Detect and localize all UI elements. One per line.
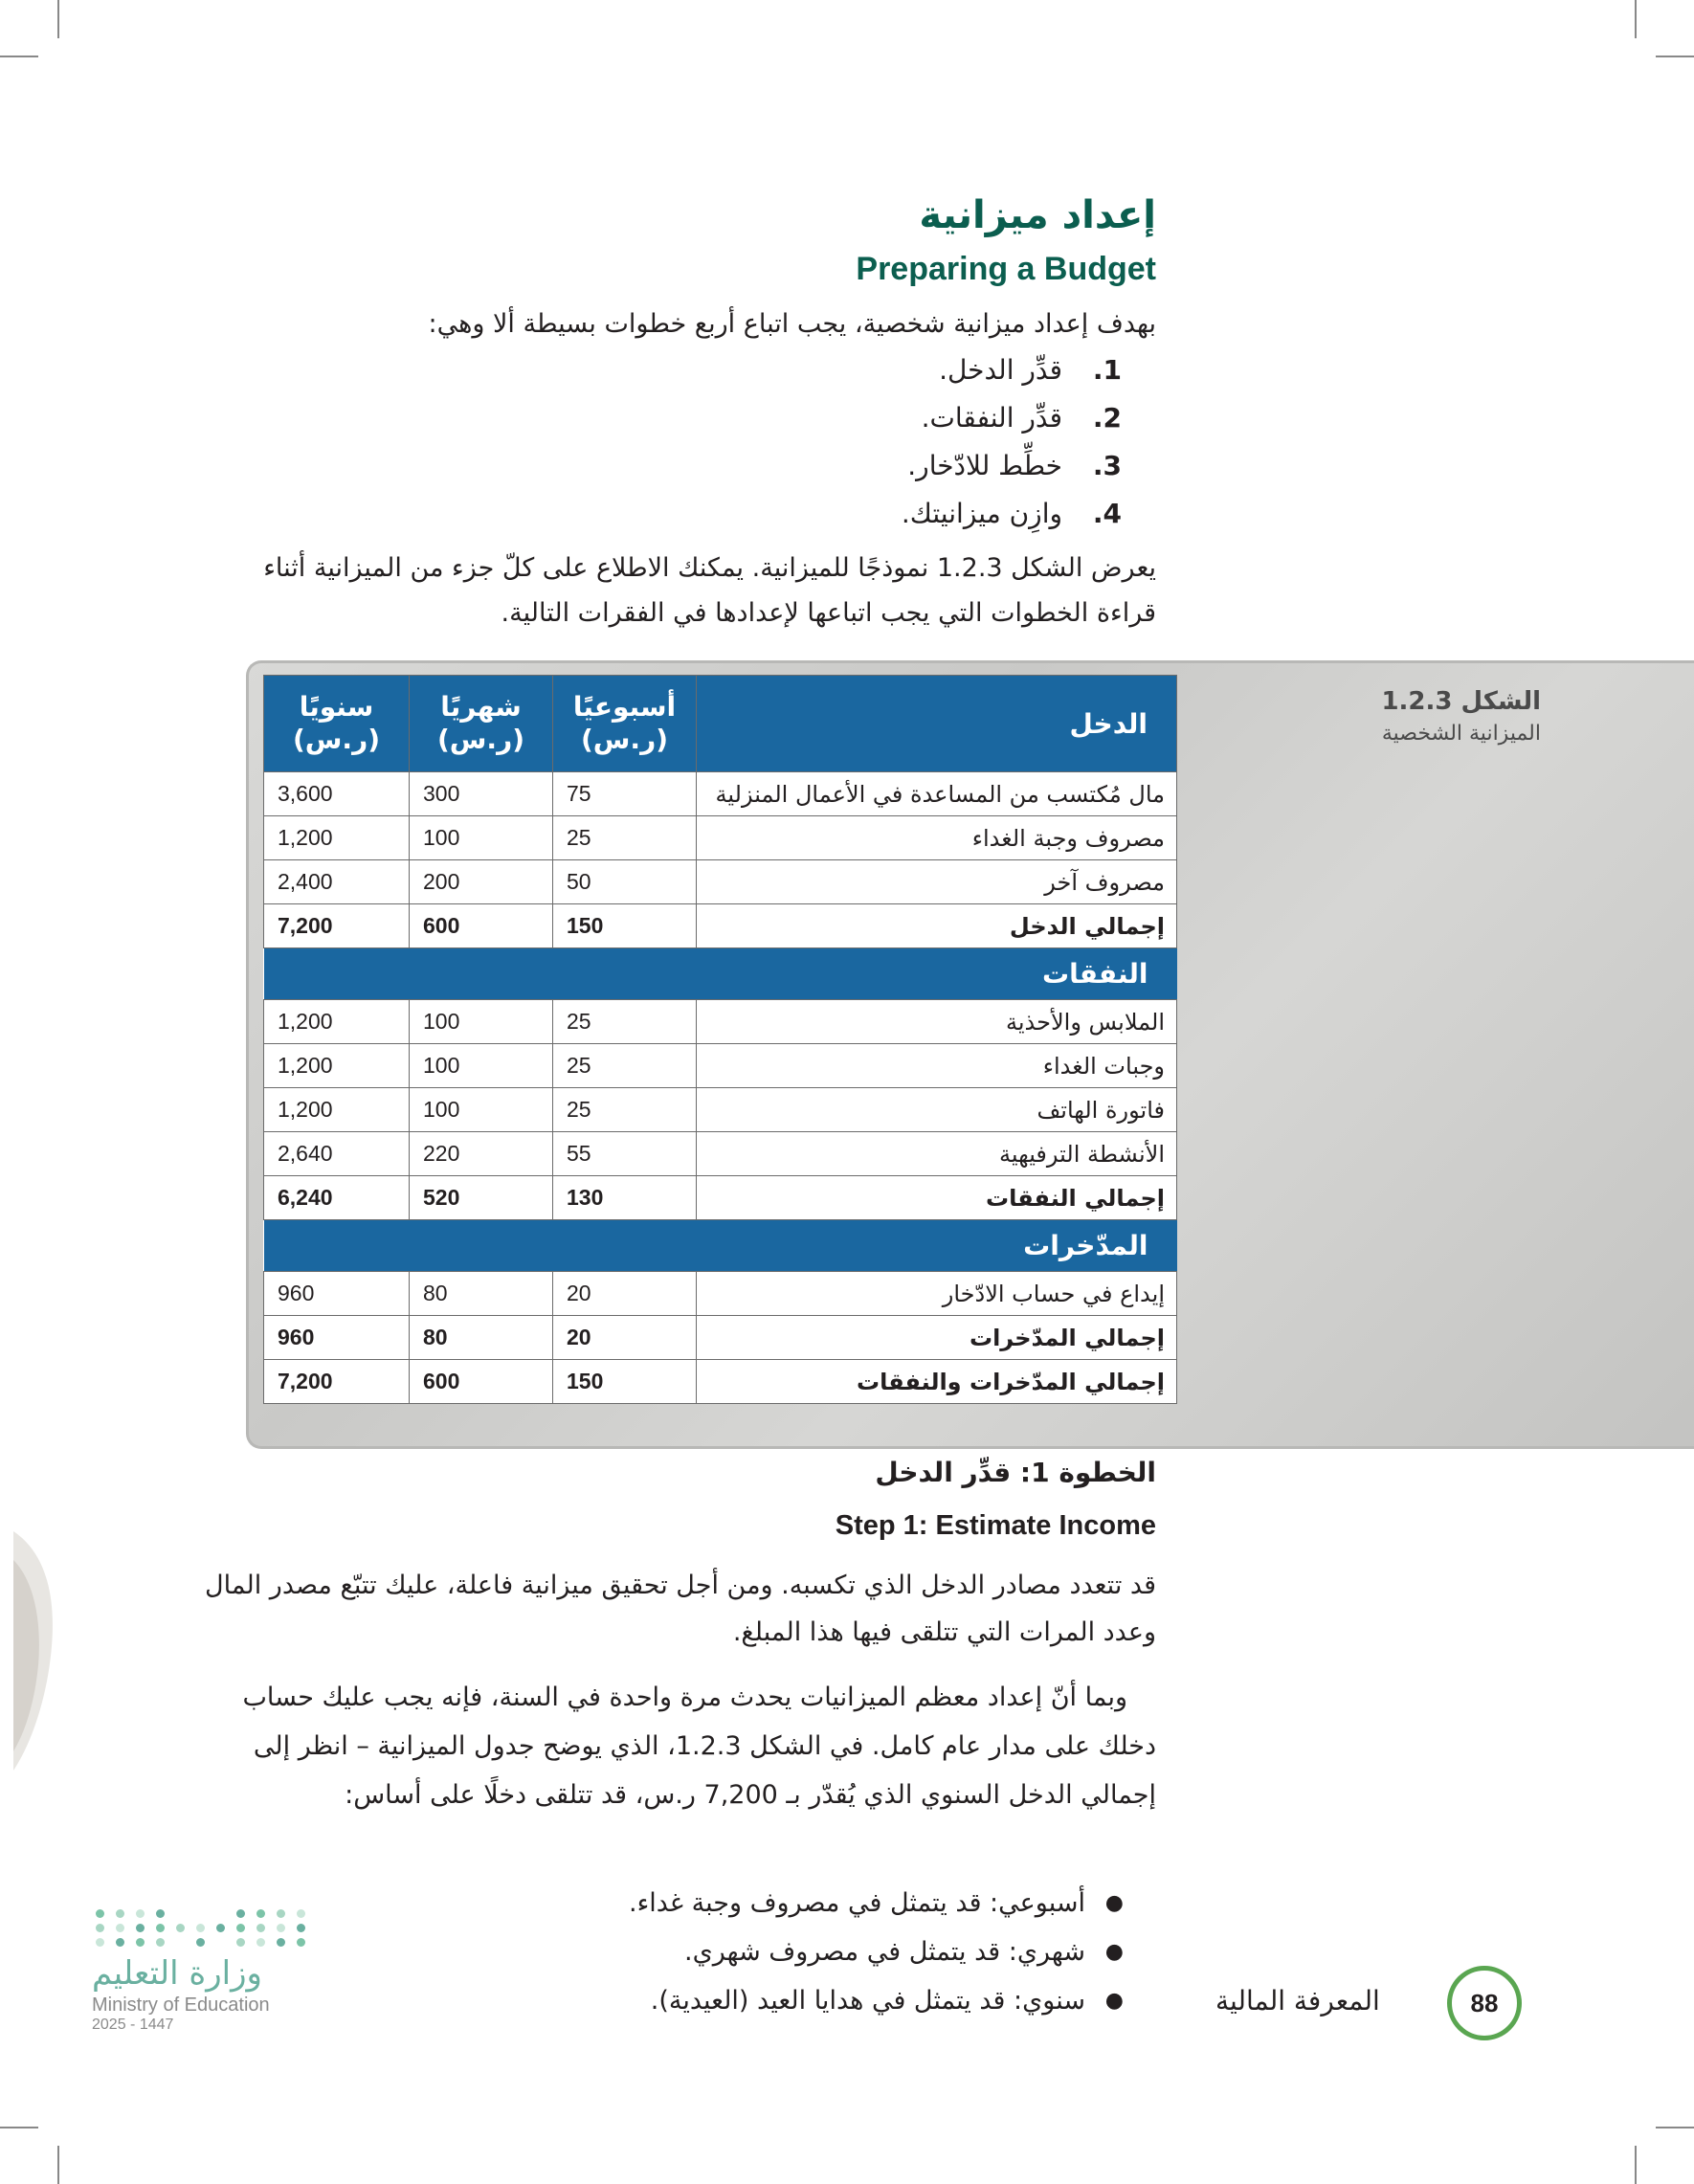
cell-yearly: 960 — [264, 1272, 410, 1316]
section-row-savings — [264, 1220, 1177, 1272]
step1-title-arabic: الخطوة 1: قدِّر الدخل — [875, 1457, 1156, 1488]
logo-dot — [216, 1924, 225, 1932]
cell-yearly: 3,600 — [264, 772, 410, 816]
list-item — [902, 346, 1122, 394]
header-weekly — [553, 676, 697, 772]
header-yearly-label: سنويًا — [299, 691, 374, 723]
header-monthly-unit: (ر.س) — [437, 724, 524, 755]
row-label: إجمالي المدّخرات والنفقات — [697, 1360, 1177, 1404]
step1-title-english: Step 1: Estimate Income — [835, 1510, 1156, 1541]
logo-dot — [136, 1924, 145, 1932]
row-label: فاتورة الهاتف — [697, 1088, 1177, 1132]
step-number: 4. — [1092, 498, 1122, 529]
cell-monthly: 100 — [410, 1000, 553, 1044]
step-text: خطِّط للادّخار. — [907, 450, 1062, 481]
cell-monthly: 600 — [410, 1360, 553, 1404]
section-title: النفقات — [264, 948, 1177, 1000]
cell-weekly: 25 — [553, 1044, 697, 1088]
cell-monthly: 100 — [410, 816, 553, 860]
cell-monthly: 100 — [410, 1044, 553, 1088]
header-income: الدخل — [697, 676, 1177, 772]
figure-number: الشكل 1.2.3 — [1381, 687, 1541, 716]
logo-dot — [156, 1909, 165, 1918]
section-title-arabic: إعداد ميزانية — [919, 193, 1156, 237]
cell-yearly: 960 — [264, 1316, 410, 1360]
ministry-logo — [92, 1909, 312, 2034]
cell-monthly: 520 — [410, 1176, 553, 1220]
row-label: وجبات الغداء — [697, 1044, 1177, 1088]
row-label: إجمالي المدّخرات — [697, 1316, 1177, 1360]
cell-yearly: 2,400 — [264, 860, 410, 904]
logo-dot — [136, 1938, 145, 1947]
table-row — [264, 1044, 1177, 1088]
logo-dot — [196, 1938, 205, 1947]
table-row — [264, 1272, 1177, 1316]
header-weekly-unit: (ر.س) — [581, 724, 668, 755]
row-label: إجمالي النفقات — [697, 1176, 1177, 1220]
cell-yearly: 6,240 — [264, 1176, 410, 1220]
cell-monthly: 300 — [410, 772, 553, 816]
header-weekly-label: أسبوعيًا — [572, 691, 677, 723]
total-row — [264, 904, 1177, 948]
step-number: 2. — [1092, 402, 1122, 434]
total-row — [264, 1176, 1177, 1220]
logo-arabic-text: وزارة التعليم — [92, 1954, 262, 1993]
bullet-text: شهري: قد يتمثل في مصروف شهري. — [684, 1937, 1085, 1967]
crop-mark — [1635, 2146, 1637, 2184]
cell-monthly: 80 — [410, 1316, 553, 1360]
cell-yearly: 1,200 — [264, 1000, 410, 1044]
header-monthly — [410, 676, 553, 772]
table-row — [264, 1088, 1177, 1132]
row-label: الملابس والأحذية — [697, 1000, 1177, 1044]
step-text: وازِن ميزانيتك. — [901, 498, 1062, 529]
logo-year: 2025 - 1447 — [92, 2017, 174, 2033]
table-row — [264, 772, 1177, 816]
cell-yearly: 7,200 — [264, 1360, 410, 1404]
cell-weekly: 130 — [553, 1176, 697, 1220]
logo-dot — [116, 1924, 124, 1932]
logo-dot — [216, 1938, 225, 1947]
cell-monthly: 220 — [410, 1132, 553, 1176]
section-row-expenses — [264, 948, 1177, 1000]
logo-english-text: Ministry of Education — [92, 1995, 270, 2016]
cell-monthly: 80 — [410, 1272, 553, 1316]
table-row — [264, 1132, 1177, 1176]
cell-weekly: 50 — [553, 860, 697, 904]
crop-mark — [1656, 2127, 1694, 2128]
logo-dots-icon — [96, 1909, 312, 1947]
logo-dot — [236, 1938, 245, 1947]
logo-dot — [216, 1909, 225, 1918]
logo-dot — [297, 1924, 305, 1932]
list-item — [629, 1928, 1124, 1976]
intro-paragraph: بهدف إعداد ميزانية شخصية، يجب اتباع أربع خطوات بسيطة ألا وهي: — [428, 309, 1156, 339]
logo-dot — [96, 1924, 104, 1932]
logo-dot — [277, 1909, 285, 1918]
list-item — [629, 1879, 1124, 1928]
list-item — [902, 490, 1122, 538]
logo-dot — [156, 1924, 165, 1932]
cell-weekly: 20 — [553, 1316, 697, 1360]
crop-mark — [0, 2127, 38, 2128]
crop-mark — [57, 2146, 59, 2184]
bullet-text: أسبوعي: قد يتمثل في مصروف وجبة غداء. — [628, 1888, 1085, 1918]
step-number: 1. — [1092, 354, 1122, 386]
list-item — [629, 1976, 1124, 2025]
crop-mark — [0, 56, 38, 57]
income-frequency-list — [629, 1879, 1124, 2025]
figure-reference-paragraph: يعرض الشكل 1.2.3 نموذجًا للميزانية. يمكنك الاطلاع على كلّ جزء من الميزانية أثناء قراءة الخطوات التي يجب اتباعها لإعدادها في الفقرات التالية. — [263, 553, 1156, 628]
cell-weekly: 150 — [553, 904, 697, 948]
cell-weekly: 25 — [553, 1088, 697, 1132]
bullet-text: سنوي: قد يتمثل في هدايا العيد (العيدية). — [650, 1986, 1085, 2016]
section-title: المدّخرات — [264, 1220, 1177, 1272]
row-label: إيداع في حساب الادّخار — [697, 1272, 1177, 1316]
figure-caption: الميزانية الشخصية — [1381, 722, 1541, 746]
logo-dot — [256, 1909, 265, 1918]
row-label: مصروف وجبة الغداء — [697, 816, 1177, 860]
cell-monthly: 600 — [410, 904, 553, 948]
list-item — [902, 442, 1122, 490]
logo-dot — [116, 1909, 124, 1918]
step1-paragraph-2: وبما أنّ إعداد معظم الميزانيات يحدث مرة واحدة في السنة، فإنه يجب عليك حساب دخلك على مدار عام كامل. في الشكل 1.2.3، الذي يوضح جدول الميزانية – انظر إلى إجمالي الدخل السنوي الذي يُقدّر بـ 7,200 ر.س، قد تتلقى دخلًا على أساس: — [242, 1683, 1156, 1810]
logo-dot — [297, 1909, 305, 1918]
logo-dot — [277, 1924, 285, 1932]
logo-dot — [236, 1909, 245, 1918]
logo-dot — [96, 1909, 104, 1918]
cell-weekly: 20 — [553, 1272, 697, 1316]
cell-monthly: 100 — [410, 1088, 553, 1132]
header-monthly-label: شهريًا — [440, 691, 522, 723]
budget-table — [263, 675, 1177, 1404]
cell-weekly: 75 — [553, 772, 697, 816]
logo-dot — [156, 1938, 165, 1947]
logo-dot — [136, 1909, 145, 1918]
section-title-english: Preparing a Budget — [856, 251, 1156, 287]
step1-paragraph-1: قد تتعدد مصادر الدخل الذي تكسبه. ومن أجل تحقيق ميزانية فاعلة، عليك تتبّع مصدر المال وعدد المرات التي تتلقى فيها هذا المبلغ. — [205, 1571, 1156, 1647]
bullet-icon: ● — [1104, 1940, 1124, 1964]
cell-monthly: 200 — [410, 860, 553, 904]
crop-mark — [57, 0, 59, 38]
logo-dot — [277, 1938, 285, 1947]
row-label: إجمالي الدخل — [697, 904, 1177, 948]
cell-yearly: 1,200 — [264, 1044, 410, 1088]
logo-dot — [196, 1909, 205, 1918]
logo-dot — [297, 1938, 305, 1947]
steps-list — [902, 346, 1122, 538]
row-label: مصروف آخر — [697, 860, 1177, 904]
logo-dot — [116, 1938, 124, 1947]
cell-yearly: 1,200 — [264, 1088, 410, 1132]
row-label: الأنشطة الترفيهية — [697, 1132, 1177, 1176]
logo-dot — [256, 1924, 265, 1932]
cell-weekly: 150 — [553, 1360, 697, 1404]
decorative-figure-image — [13, 1531, 61, 1771]
figure-label — [1381, 687, 1541, 746]
step-text: قدِّر النفقات. — [921, 402, 1062, 434]
logo-dot — [176, 1924, 185, 1932]
step-text: قدِّر الدخل. — [939, 354, 1062, 386]
page-number: 88 — [1447, 1966, 1522, 2040]
total-row — [264, 1360, 1177, 1404]
cell-weekly: 25 — [553, 816, 697, 860]
table-row — [264, 1000, 1177, 1044]
header-yearly-unit: (ر.س) — [293, 724, 380, 755]
list-item — [902, 394, 1122, 442]
book-title: المعرفة المالية — [1215, 1985, 1380, 2017]
table-row — [264, 816, 1177, 860]
total-row — [264, 1316, 1177, 1360]
cell-yearly: 1,200 — [264, 816, 410, 860]
cell-weekly: 25 — [553, 1000, 697, 1044]
cell-weekly: 55 — [553, 1132, 697, 1176]
logo-dot — [236, 1924, 245, 1932]
logo-dot — [196, 1924, 205, 1932]
logo-dot — [96, 1938, 104, 1947]
logo-dot — [256, 1938, 265, 1947]
cell-yearly: 2,640 — [264, 1132, 410, 1176]
step-number: 3. — [1092, 450, 1122, 481]
logo-dot — [176, 1938, 185, 1947]
crop-mark — [1656, 56, 1694, 57]
bullet-icon: ● — [1104, 1989, 1124, 2013]
table-header-row — [264, 676, 1177, 772]
crop-mark — [1635, 0, 1637, 38]
cell-yearly: 7,200 — [264, 904, 410, 948]
table-row — [264, 860, 1177, 904]
row-label: مال مُكتسب من المساعدة في الأعمال المنزلية — [697, 772, 1177, 816]
header-yearly — [264, 676, 410, 772]
logo-dot — [176, 1909, 185, 1918]
bullet-icon: ● — [1104, 1891, 1124, 1915]
